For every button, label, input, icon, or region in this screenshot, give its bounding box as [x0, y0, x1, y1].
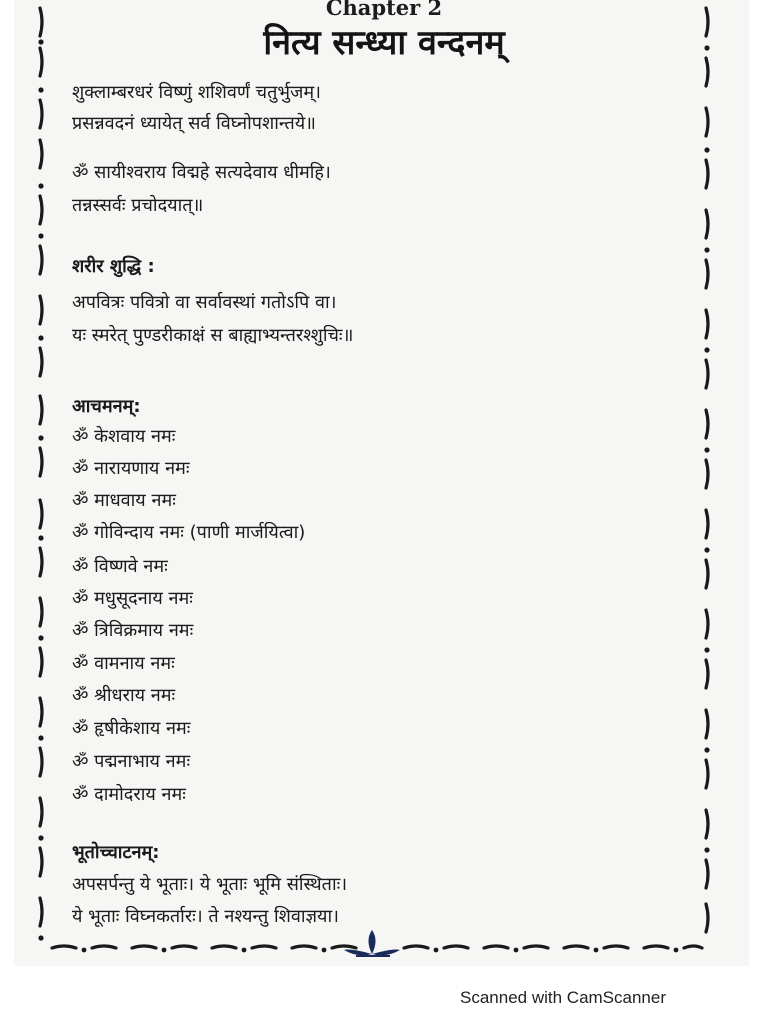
achamanam-line: ॐ हृषीकेशाय नमः: [72, 718, 191, 739]
achamanam-line: ॐ श्रीधराय नमः: [72, 685, 176, 706]
sharira-shuddhi-line-2: यः स्मरेत् पुण्डरीकाक्षं स बाह्याभ्यन्तरश्शुचिः॥: [72, 325, 354, 346]
achamanam-line: ॐ नारायणाय नमः: [72, 458, 190, 479]
page-title: नित्य सन्ध्या वन्दनम्: [263, 23, 505, 63]
bhutocchatanam-line-2: ये भूताः विघ्नकर्तारः। ते नश्यन्तु शिवाज्ञया।: [72, 906, 339, 927]
opening-verse-line-2: प्रसन्नवदनं ध्यायेत् सर्व विघ्नोपशान्तये॥: [72, 113, 316, 134]
chapter-label: Chapter 2: [325, 0, 443, 20]
achamanam-line: ॐ दामोदराय नमः: [72, 784, 186, 805]
gayatri-line-1: ॐ सायीश्वराय विद्महे सत्यदेवाय धीमहि।: [72, 162, 331, 183]
achamanam-line: ॐ पद्मनाभाय नमः: [72, 751, 191, 772]
sharira-shuddhi-heading: शरीर शुद्धि :: [72, 256, 155, 277]
achamanam-line: ॐ गोविन्दाय नमः (पाणी मार्जयित्वा): [72, 522, 306, 543]
achamanam-line: ॐ मधुसूदनाय नमः: [72, 588, 193, 609]
bhutocchatanam-heading: भूतोच्चाटनम्:: [72, 842, 160, 863]
sharira-shuddhi-line-1: अपवित्रः पवित्रो वा सर्वावस्थां गतोऽपि वा।: [72, 292, 337, 313]
achamanam-line: ॐ वामनाय नमः: [72, 653, 175, 674]
bhutocchatanam-line-1: अपसर्पन्तु ये भूताः। ये भूताः भूमि संस्थिताः।: [72, 874, 348, 895]
scanner-watermark: Scanned with CamScanner: [460, 988, 667, 1007]
gayatri-line-2: तन्नस्सर्वः प्रचोदयात्॥: [72, 195, 204, 216]
lotus-ornament-icon: [344, 930, 400, 955]
opening-verse-line-1: शुक्लाम्बरधरं विष्णुं शशिवर्णं चतुर्भुजम्।: [72, 82, 321, 103]
achamanam-heading: आचमनम्:: [72, 396, 141, 417]
achamanam-line: ॐ त्रिविक्रमाय नमः: [72, 620, 194, 641]
achamanam-line: ॐ माधवाय नमः: [72, 490, 176, 511]
achamanam-line: ॐ केशवाय नमः: [72, 426, 176, 447]
achamanam-line: ॐ विष्णवे नमः: [72, 556, 168, 577]
